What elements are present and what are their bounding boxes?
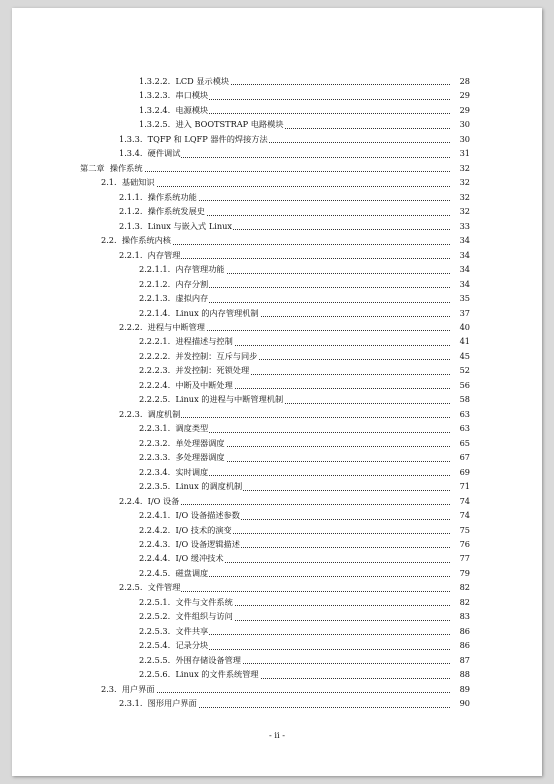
toc-entry-number: 2.2.4. [119, 495, 143, 506]
toc-entry-number: 2.2.5.5. [139, 654, 171, 665]
toc-entry-page-number: 67 [450, 450, 470, 464]
toc-entry-number: 2.2.4.4. [139, 553, 171, 564]
toc-entry-title [139, 306, 260, 320]
toc-entry[interactable] [12, 291, 542, 305]
page-number-footer: - ii - [269, 730, 285, 740]
toc-entry-label: I/O 设备逻辑描述 [175, 539, 240, 549]
toc-entry-number: 2.2.3.5. [139, 481, 171, 492]
toc-entry-title [139, 74, 230, 88]
toc-entry[interactable] [12, 190, 542, 204]
toc-entry[interactable] [12, 609, 542, 623]
toc-entry[interactable] [12, 595, 542, 609]
document-page [12, 8, 542, 776]
toc-entry-page-number: 58 [450, 392, 470, 406]
toc-entry-page-number: 37 [450, 306, 470, 320]
toc-entry-number: 2.2.2.2. [139, 350, 171, 361]
toc-entry-number: 2.2.2.5. [139, 394, 171, 405]
toc-entry-number: 2.3. [101, 683, 117, 694]
toc-entry-number: 2.2.4.3. [139, 539, 171, 549]
toc-entry-number: 2.2.1.3. [139, 293, 171, 304]
toc-entry-title [139, 638, 209, 652]
toc-entry-title [139, 450, 226, 464]
toc-entry[interactable] [12, 407, 542, 421]
toc-entry-page-number: 83 [450, 609, 470, 623]
toc-entry-title [139, 363, 250, 377]
toc-entry[interactable] [12, 465, 542, 479]
toc-entry[interactable] [12, 508, 542, 522]
toc-entry-title [119, 204, 206, 218]
toc-entry-label: 文件管理 [147, 582, 181, 593]
toc-entry-label: LCD 显示模块 [175, 76, 230, 86]
toc-entry-page-number: 65 [450, 436, 470, 450]
toc-entry[interactable] [12, 436, 542, 450]
toc-entry-number: 2.2.3.3. [139, 452, 171, 463]
toc-entry-number: 2.2.4.1. [139, 510, 171, 521]
toc-entry-number: 2.2.3.2. [139, 437, 171, 448]
toc-entry-page-number: 28 [450, 74, 470, 88]
toc-entry[interactable] [12, 74, 542, 88]
toc-entry[interactable] [12, 204, 542, 218]
toc-entry-page-number: 82 [450, 580, 470, 594]
toc-entry-number: 2.2.1. [119, 249, 143, 260]
toc-entry-title [139, 421, 209, 435]
toc-entry-page-number: 33 [450, 219, 470, 233]
toc-entry-page-number: 31 [450, 146, 470, 160]
toc-entry[interactable] [12, 219, 542, 233]
toc-entry-title [139, 667, 260, 681]
toc-entry-label: 单处理器调度 [175, 437, 225, 448]
toc-entry-title [139, 566, 209, 580]
toc-entry-number: 2.1. [101, 177, 117, 188]
toc-entry[interactable] [12, 392, 542, 406]
toc-entry-number: 2.2.3.1. [139, 423, 171, 434]
toc-entry-number: 2.2.2. [119, 321, 143, 332]
toc-entry-number: 2.2.5. [119, 582, 143, 593]
toc-dot-leader [101, 692, 470, 693]
toc-entry-title [139, 436, 226, 450]
toc-entry-label: 并发控制：死锁处理 [175, 365, 250, 376]
toc-entry-title [119, 132, 269, 146]
toc-entry-label: 操作系统内核 [121, 235, 171, 246]
toc-entry-number: 2.2.1.4. [139, 307, 171, 318]
toc-entry-page-number: 41 [450, 334, 470, 348]
toc-entry[interactable] [12, 334, 542, 348]
toc-entry[interactable] [12, 450, 542, 464]
toc-entry-number: 1.3.2.3. [139, 90, 171, 101]
toc-entry-number: 2.1.3. [119, 220, 143, 231]
toc-entry-number: 2.2.3. [119, 408, 143, 419]
toc-entry-title [139, 88, 209, 102]
toc-entry[interactable] [12, 378, 542, 392]
toc-entry-title [119, 219, 233, 233]
toc-entry-page-number: 32 [450, 204, 470, 218]
toc-entry-number: 第二章 [80, 162, 105, 173]
toc-entry-label: 图形用户界面 [147, 698, 197, 709]
toc-entry-label: 磁盘调度 [175, 567, 209, 578]
toc-entry-page-number: 88 [450, 667, 470, 681]
toc-entry-page-number: 76 [450, 537, 470, 551]
toc-entry-number: 2.2.5.4. [139, 640, 171, 651]
toc-entry-title [139, 537, 241, 551]
toc-entry-label: 串口模块 [175, 90, 209, 101]
toc-entry-page-number: 32 [450, 175, 470, 189]
toc-entry-page-number: 35 [450, 291, 470, 305]
toc-entry[interactable] [12, 349, 542, 363]
toc-dot-leader [101, 186, 470, 187]
toc-entry-title [139, 392, 284, 406]
toc-entry-page-number: 79 [450, 566, 470, 580]
toc-entry-title [101, 175, 156, 189]
toc-entry[interactable] [12, 161, 542, 175]
toc-entry-title [101, 682, 156, 696]
toc-entry-title [139, 653, 242, 667]
toc-entry[interactable] [12, 537, 542, 551]
toc-entry-title [119, 407, 181, 421]
toc-entry-number: 2.2.5.6. [139, 669, 171, 680]
toc-entry[interactable] [12, 248, 542, 262]
toc-entry-title [139, 465, 209, 479]
toc-entry-number: 2.2. [101, 235, 117, 246]
toc-entry-page-number: 32 [450, 161, 470, 175]
toc-entry-number: 1.3.4. [119, 148, 143, 159]
toc-entry-page-number: 74 [450, 494, 470, 508]
toc-entry-label: TQFP 和 LQFP 器件的焊接方法 [147, 133, 268, 144]
toc-entry-number: 2.1.1. [119, 191, 143, 202]
toc-entry-page-number: 34 [450, 233, 470, 247]
toc-entry-page-number: 89 [450, 682, 470, 696]
toc-entry[interactable] [12, 682, 542, 696]
toc-entry-title [139, 595, 234, 609]
toc-entry-title [119, 494, 180, 508]
toc-entry-number: 1.3.3. [119, 133, 143, 144]
toc-entry-label: 电源模块 [175, 104, 209, 115]
toc-entry-number: 2.3.1. [119, 698, 143, 709]
toc-entry-label: 操作系统功能 [147, 191, 197, 202]
toc-entry-label: 硬件调试 [147, 148, 181, 159]
toc-entry-number: 2.2.1.2. [139, 278, 171, 289]
toc-entry-label: 进程与中断管理 [147, 321, 205, 332]
toc-entry-number: 2.2.2.4. [139, 379, 171, 390]
toc-entry-page-number: 32 [450, 190, 470, 204]
toc-entry-page-number: 30 [450, 117, 470, 131]
toc-entry-page-number: 63 [450, 407, 470, 421]
toc-entry-page-number: 63 [450, 421, 470, 435]
toc-entry-title [119, 320, 206, 334]
toc-entry-page-number: 34 [450, 248, 470, 262]
toc-entry-label: I/O 设备描述参数 [175, 510, 240, 521]
toc-entry-title [139, 262, 226, 276]
toc-entry[interactable] [12, 117, 542, 131]
toc-entry-page-number: 82 [450, 595, 470, 609]
toc-entry-page-number: 74 [450, 508, 470, 522]
toc-entry-label: 操作系统 [109, 162, 143, 173]
toc-entry[interactable] [12, 696, 542, 710]
toc-entry-title [139, 609, 234, 623]
toc-entry-number: 2.2.2.1. [139, 336, 171, 347]
toc-entry-title [139, 378, 234, 392]
toc-entry-page-number: 45 [450, 349, 470, 363]
toc-entry-label: Linux 的文件系统管理 [175, 669, 259, 680]
toc-entry-number: 2.1.2. [119, 206, 143, 217]
toc-entry-title [80, 161, 144, 175]
toc-entry-label: 虚拟内存 [175, 293, 209, 304]
toc-entry-number: 1.3.2.2. [139, 76, 171, 86]
toc-entry-page-number: 40 [450, 320, 470, 334]
toc-entry-page-number: 86 [450, 638, 470, 652]
toc-entry[interactable] [12, 175, 542, 189]
toc-entry-number: 2.2.5.1. [139, 596, 171, 607]
toc-entry-label: Linux 的内存管理机制 [175, 307, 259, 318]
toc-entry-page-number: 77 [450, 551, 470, 565]
toc-entry-label: 内存管理功能 [175, 264, 225, 275]
toc-entry[interactable] [12, 262, 542, 276]
toc-entry-page-number: 75 [450, 523, 470, 537]
toc-entry-label: 基础知识 [121, 177, 155, 188]
toc-entry-label: 文件组织与访问 [175, 611, 233, 622]
toc-entry-label: 内存分割 [175, 278, 209, 289]
toc-entry-title [139, 523, 233, 537]
toc-entry-page-number: 29 [450, 88, 470, 102]
toc-entry-title [119, 146, 181, 160]
toc-entry-label: 文件与文件系统 [175, 596, 233, 607]
toc-entry[interactable] [12, 523, 542, 537]
toc-entry-title [139, 551, 225, 565]
toc-entry-page-number: 34 [450, 262, 470, 276]
toc-entry-page-number: 69 [450, 465, 470, 479]
toc-entry[interactable] [12, 551, 542, 565]
toc-entry-label: I/O 设备 [147, 495, 180, 506]
toc-entry-label: 操作系统发展史 [147, 206, 205, 217]
toc-entry[interactable] [12, 479, 542, 493]
toc-entry-title [139, 349, 258, 363]
toc-entry[interactable] [12, 653, 542, 667]
toc-entry-number: 2.2.4.2. [139, 524, 171, 535]
toc-entry[interactable] [12, 132, 542, 146]
toc-entry-label: Linux 与嵌入式 Linux [147, 220, 233, 231]
toc-entry-label: 调度类型 [175, 423, 209, 434]
toc-entry-label: 记录分块 [175, 640, 209, 651]
toc-entry-title [119, 248, 181, 262]
toc-entry[interactable] [12, 103, 542, 117]
toc-entry-title [119, 696, 198, 710]
toc-entry-title [119, 580, 181, 594]
toc-entry[interactable] [12, 320, 542, 334]
table-of-contents [12, 74, 542, 711]
toc-entry-title [139, 624, 209, 638]
toc-entry-number: 1.3.2.4. [139, 104, 171, 115]
toc-entry-page-number: 56 [450, 378, 470, 392]
toc-entry-page-number: 87 [450, 653, 470, 667]
toc-entry[interactable] [12, 363, 542, 377]
toc-entry[interactable] [12, 580, 542, 594]
toc-entry[interactable] [12, 146, 542, 160]
toc-entry-number: 2.2.5.3. [139, 625, 171, 636]
toc-entry-number: 2.2.1.1. [139, 264, 171, 275]
toc-entry[interactable] [12, 306, 542, 320]
toc-entry-number: 1.3.2.5. [139, 119, 171, 130]
toc-entry-page-number: 52 [450, 363, 470, 377]
toc-entry-label: 文件共享 [175, 625, 209, 636]
toc-entry-title [139, 277, 209, 291]
toc-entry-page-number: 34 [450, 277, 470, 291]
toc-entry-title [119, 190, 198, 204]
toc-entry-page-number: 86 [450, 624, 470, 638]
toc-entry-label: 实时调度 [175, 466, 209, 477]
toc-entry-label: 外围存储设备管理 [175, 654, 241, 665]
toc-entry-number: 2.2.4.5. [139, 567, 171, 578]
toc-entry-number: 2.2.3.4. [139, 466, 171, 477]
toc-entry-page-number: 29 [450, 103, 470, 117]
toc-entry-label: 内存管理 [147, 249, 181, 260]
toc-entry-title [139, 103, 209, 117]
toc-entry-label: Linux 的调度机制 [175, 481, 243, 492]
toc-entry[interactable] [12, 88, 542, 102]
toc-entry-title [139, 508, 241, 522]
toc-entry-page-number: 90 [450, 696, 470, 710]
toc-entry-title [101, 233, 172, 247]
toc-entry-title [139, 117, 285, 131]
toc-entry-number: 2.2.5.2. [139, 611, 171, 622]
toc-entry[interactable] [12, 638, 542, 652]
toc-entry[interactable] [12, 494, 542, 508]
toc-entry[interactable] [12, 233, 542, 247]
toc-entry-label: 进程描述与控制 [175, 336, 233, 347]
toc-entry-label: I/O 技术的演变 [175, 524, 232, 535]
toc-entry-label: Linux 的进程与中断管理机制 [175, 394, 284, 405]
toc-entry-label: 多处理器调度 [175, 452, 225, 463]
toc-entry[interactable] [12, 277, 542, 291]
toc-entry-title [139, 291, 209, 305]
toc-entry-label: 进入 BOOTSTRAP 电路模块 [175, 119, 284, 130]
toc-entry-title [139, 334, 234, 348]
toc-entry-label: 中断及中断处理 [175, 379, 233, 390]
toc-entry-label: 并发控制：互斥与同步 [175, 350, 258, 361]
toc-entry[interactable] [12, 421, 542, 435]
toc-entry-page-number: 71 [450, 479, 470, 493]
toc-entry[interactable] [12, 667, 542, 681]
toc-entry-label: 调度机制 [147, 408, 181, 419]
toc-entry-label: I/O 缓冲技术 [175, 553, 224, 564]
toc-entry-page-number: 30 [450, 132, 470, 146]
toc-entry-title [139, 479, 243, 493]
toc-entry[interactable] [12, 624, 542, 638]
toc-entry-number: 2.2.2.3. [139, 365, 171, 376]
toc-entry[interactable] [12, 566, 542, 580]
toc-entry-label: 用户界面 [121, 683, 155, 694]
